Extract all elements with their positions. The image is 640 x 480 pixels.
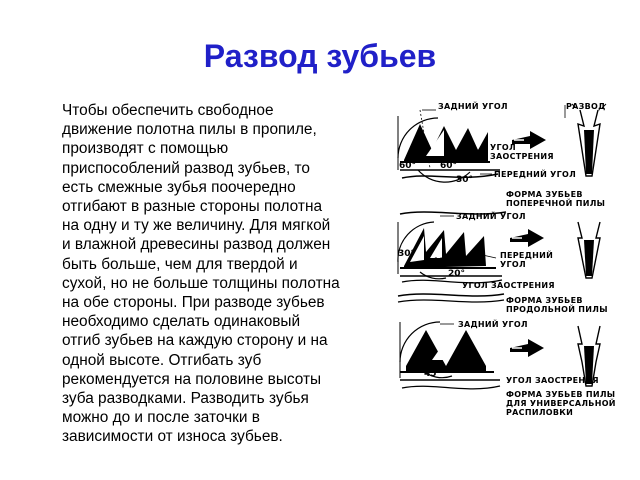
body-line: Чтобы обеспечить свободное [62, 102, 274, 119]
body-line: необходимо сделать одинаковый [62, 313, 301, 331]
label-zaostreniya-1: ЗАОСТРЕНИЯ [490, 152, 554, 161]
label-front-2: ПЕРЕДНИЙ [500, 251, 554, 260]
saw-teeth-diagram [392, 96, 640, 436]
label-form-rip-b: ПРОДОЛЬНОЙ ПИЛЫ [506, 305, 608, 314]
body-line: можно до и после заточки в [62, 409, 260, 427]
label-rear-angle-1: ЗАДНИЙ УГОЛ [438, 102, 508, 111]
body-line: отгибают в разные стороны полотна [62, 198, 323, 216]
body-line: приспособлений развод зубьев, то [62, 159, 310, 177]
label-rear-angle-2: ЗАДНИЙ УГОЛ [456, 212, 526, 221]
label-zaostreniya-2: УГОЛ ЗАОСТРЕНИЯ [462, 281, 555, 290]
crosscut-teeth [404, 124, 488, 162]
label-ugol-2: УГОЛ [500, 260, 526, 269]
body-line: быть больше, чем для твердой и [62, 255, 298, 273]
angle-20-low: 20° [448, 269, 466, 279]
body-line: рекомендуется на половине высоты [62, 370, 322, 388]
body-line: есть смежные зубья поочередно [62, 178, 296, 196]
label-ugol-1: УГОЛ [490, 143, 516, 152]
angle-45-low: 45° [424, 369, 442, 379]
direction-arrow [510, 229, 544, 247]
body-line: зависимости от износа зубьев. [62, 428, 283, 446]
page-title: Развод зубьев [203, 38, 437, 74]
angle-60-left: 60° [399, 161, 417, 171]
body-line: производят с помощью [62, 140, 229, 158]
body-line: одной высоте. Отгибать зуб [62, 351, 262, 369]
body-line: и влажной древесины развод должен [62, 236, 331, 254]
direction-arrow [512, 131, 546, 149]
label-front-angle-1: ПЕРЕДНИЙ УГОЛ [494, 170, 577, 179]
label-form-crosscut-a: ФОРМА ЗУБЬЕВ [506, 190, 583, 199]
direction-arrow [510, 339, 544, 357]
label-zaostreniya-3: УГОЛ ЗАОСТРЕНИЯ [506, 376, 599, 385]
tooth-set-profile [572, 104, 606, 176]
label-form-universal-a: ФОРМА ЗУБЬЕВ ПИЛЫ [506, 390, 616, 399]
body-line: сухой, но не больше толщины полотна [62, 274, 340, 292]
body-line: отгиб зубьев на каждую сторону и на [62, 332, 328, 350]
body-line: на одну и ту же величину. Для мягкой [62, 217, 331, 235]
label-form-universal-c: РАСПИЛОВКИ [506, 408, 574, 417]
body-line: на обе стороны. При разводе зубьев [62, 294, 325, 312]
angle-30-left: 30° [398, 249, 416, 259]
body-paragraph [62, 101, 382, 447]
label-razvod: РАЗВОД [566, 102, 606, 111]
body-line: движение полотна пилы в пропиле, [62, 121, 317, 139]
angle-60-mid: 60° [440, 161, 458, 171]
ripsaw-teeth-section [398, 212, 600, 283]
angle-30-low: 30° [456, 175, 474, 185]
label-form-crosscut-b: ПОПЕРЕЧНОЙ ПИЛЫ [506, 199, 606, 208]
tooth-set-profile [578, 222, 600, 278]
label-form-universal-b: ДЛЯ УНИВЕРСАЛЬНОЙ [506, 399, 616, 408]
label-rear-angle-3: ЗАДНИЙ УГОЛ [458, 320, 528, 329]
angle-40-mid: 40° [432, 257, 450, 267]
label-form-rip-a: ФОРМА ЗУБЬЕВ [506, 296, 583, 305]
body-line: зуба разводками. Разводить зубья [62, 390, 309, 408]
